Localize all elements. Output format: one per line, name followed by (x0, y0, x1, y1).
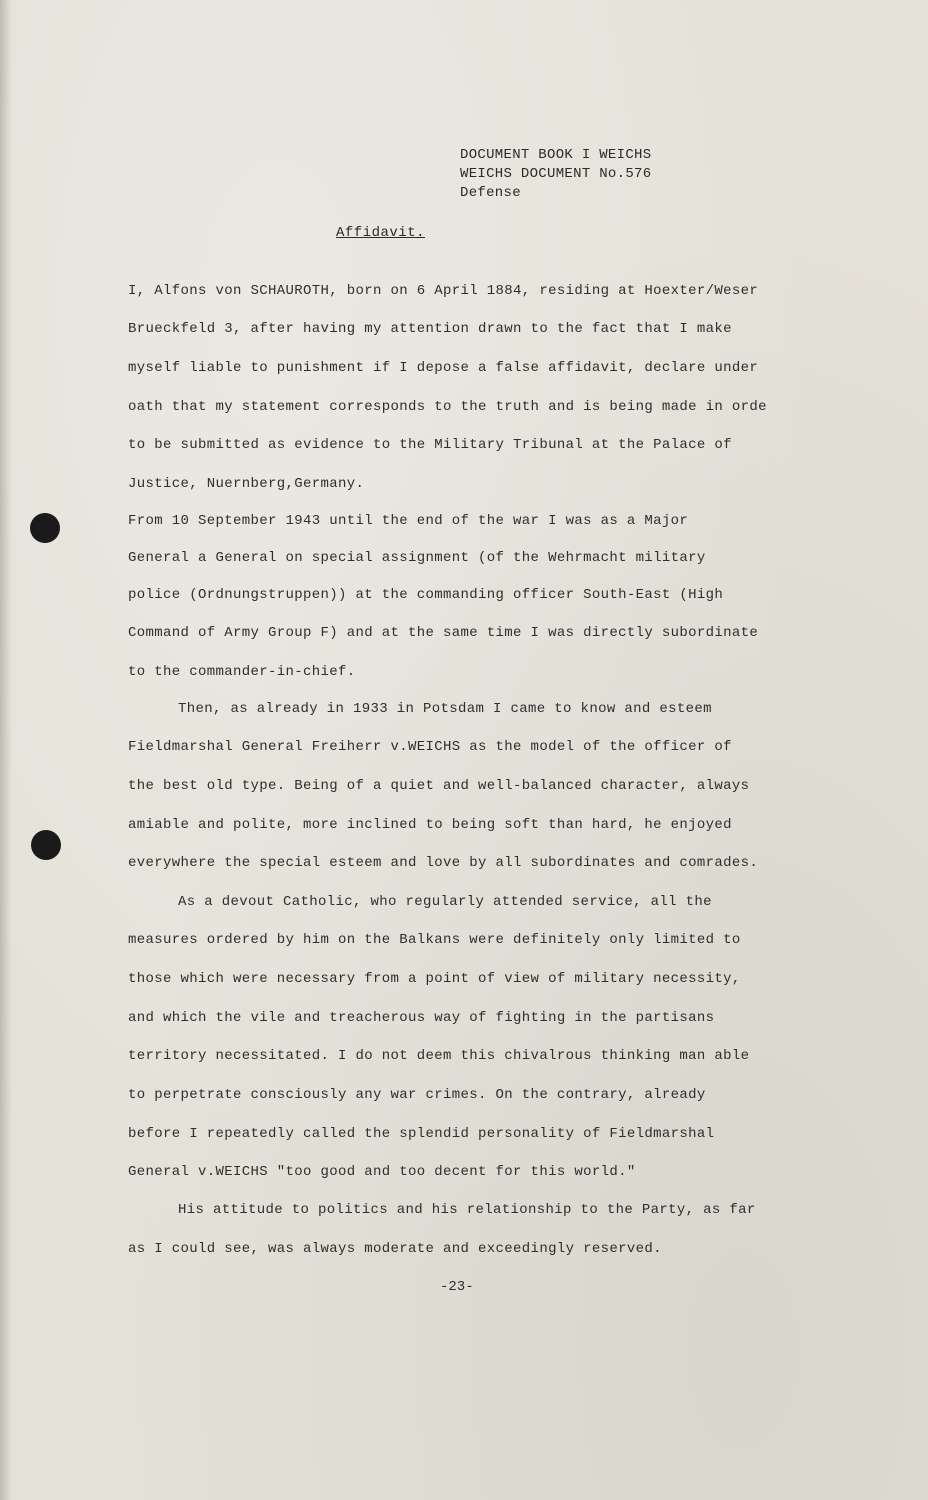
body-line: measures ordered by him on the Balkans were definitely only limited to (128, 932, 741, 948)
header-line-defense: Defense (460, 185, 521, 201)
body-line: Fieldmarshal General Freiherr v.WEICHS as the model of the officer of (128, 739, 732, 755)
body-line: Brueckfeld 3, after having my attention drawn to the fact that I make (128, 321, 732, 337)
body-line: oath that my statement corresponds to the truth and is being made in orde (128, 399, 767, 415)
affidavit-title: Affidavit. (336, 225, 426, 241)
body-line: to perpetrate consciously any war crimes. On the contrary, already (128, 1087, 706, 1103)
body-line: police (Ordnungstruppen)) at the commanding officer South-East (High (128, 587, 724, 603)
body-line: I, Alfons von SCHAUROTH, born on 6 April 1884, residing at Hoexter/Weser (128, 283, 759, 299)
body-line: the best old type. Being of a quiet and well-balanced character, always (128, 778, 750, 794)
body-line: myself liable to punishment if I depose a false affidavit, declare under (128, 360, 759, 376)
body-line: and which the vile and treacherous way of fighting in the partisans (128, 1010, 715, 1026)
body-line: From 10 September 1943 until the end of the war I was as a Major (128, 513, 689, 529)
punch-hole-top (30, 513, 60, 543)
body-line: to the commander-in-chief. (128, 664, 356, 680)
body-line: General a General on special assignment (of the Wehrmacht military (128, 550, 706, 566)
body-line: Then, as already in 1933 in Potsdam I came to know and esteem (178, 701, 712, 717)
body-line: General v.WEICHS "too good and too decent for this world." (128, 1164, 636, 1180)
body-line: Command of Army Group F) and at the same time I was directly subordinate (128, 625, 759, 641)
document-header (460, 146, 651, 203)
body-line: to be submitted as evidence to the Military Tribunal at the Palace of (128, 437, 732, 453)
header-line-book: DOCUMENT BOOK I WEICHS (460, 147, 652, 163)
page-edge-shadow (0, 0, 12, 1500)
body-line: Justice, Nuernberg,Germany. (128, 476, 365, 492)
body-line: as I could see, was always moderate and exceedingly reserved. (128, 1241, 662, 1257)
header-line-document-number: WEICHS DOCUMENT No.576 (460, 166, 652, 182)
body-line: territory necessitated. I do not deem this chivalrous thinking man able (128, 1048, 750, 1064)
body-line: before I repeatedly called the splendid personality of Fieldmarshal (128, 1126, 715, 1142)
body-line: everywhere the special esteem and love by all subordinates and comrades. (128, 855, 759, 871)
page-number: -23- (440, 1279, 474, 1295)
punch-hole-bottom (31, 830, 61, 860)
body-line: His attitude to politics and his relationship to the Party, as far (178, 1202, 756, 1218)
body-line: those which were necessary from a point of view of military necessity, (128, 971, 741, 987)
body-line: As a devout Catholic, who regularly attended service, all the (178, 894, 712, 910)
body-line: amiable and polite, more inclined to being soft than hard, he enjoyed (128, 817, 732, 833)
